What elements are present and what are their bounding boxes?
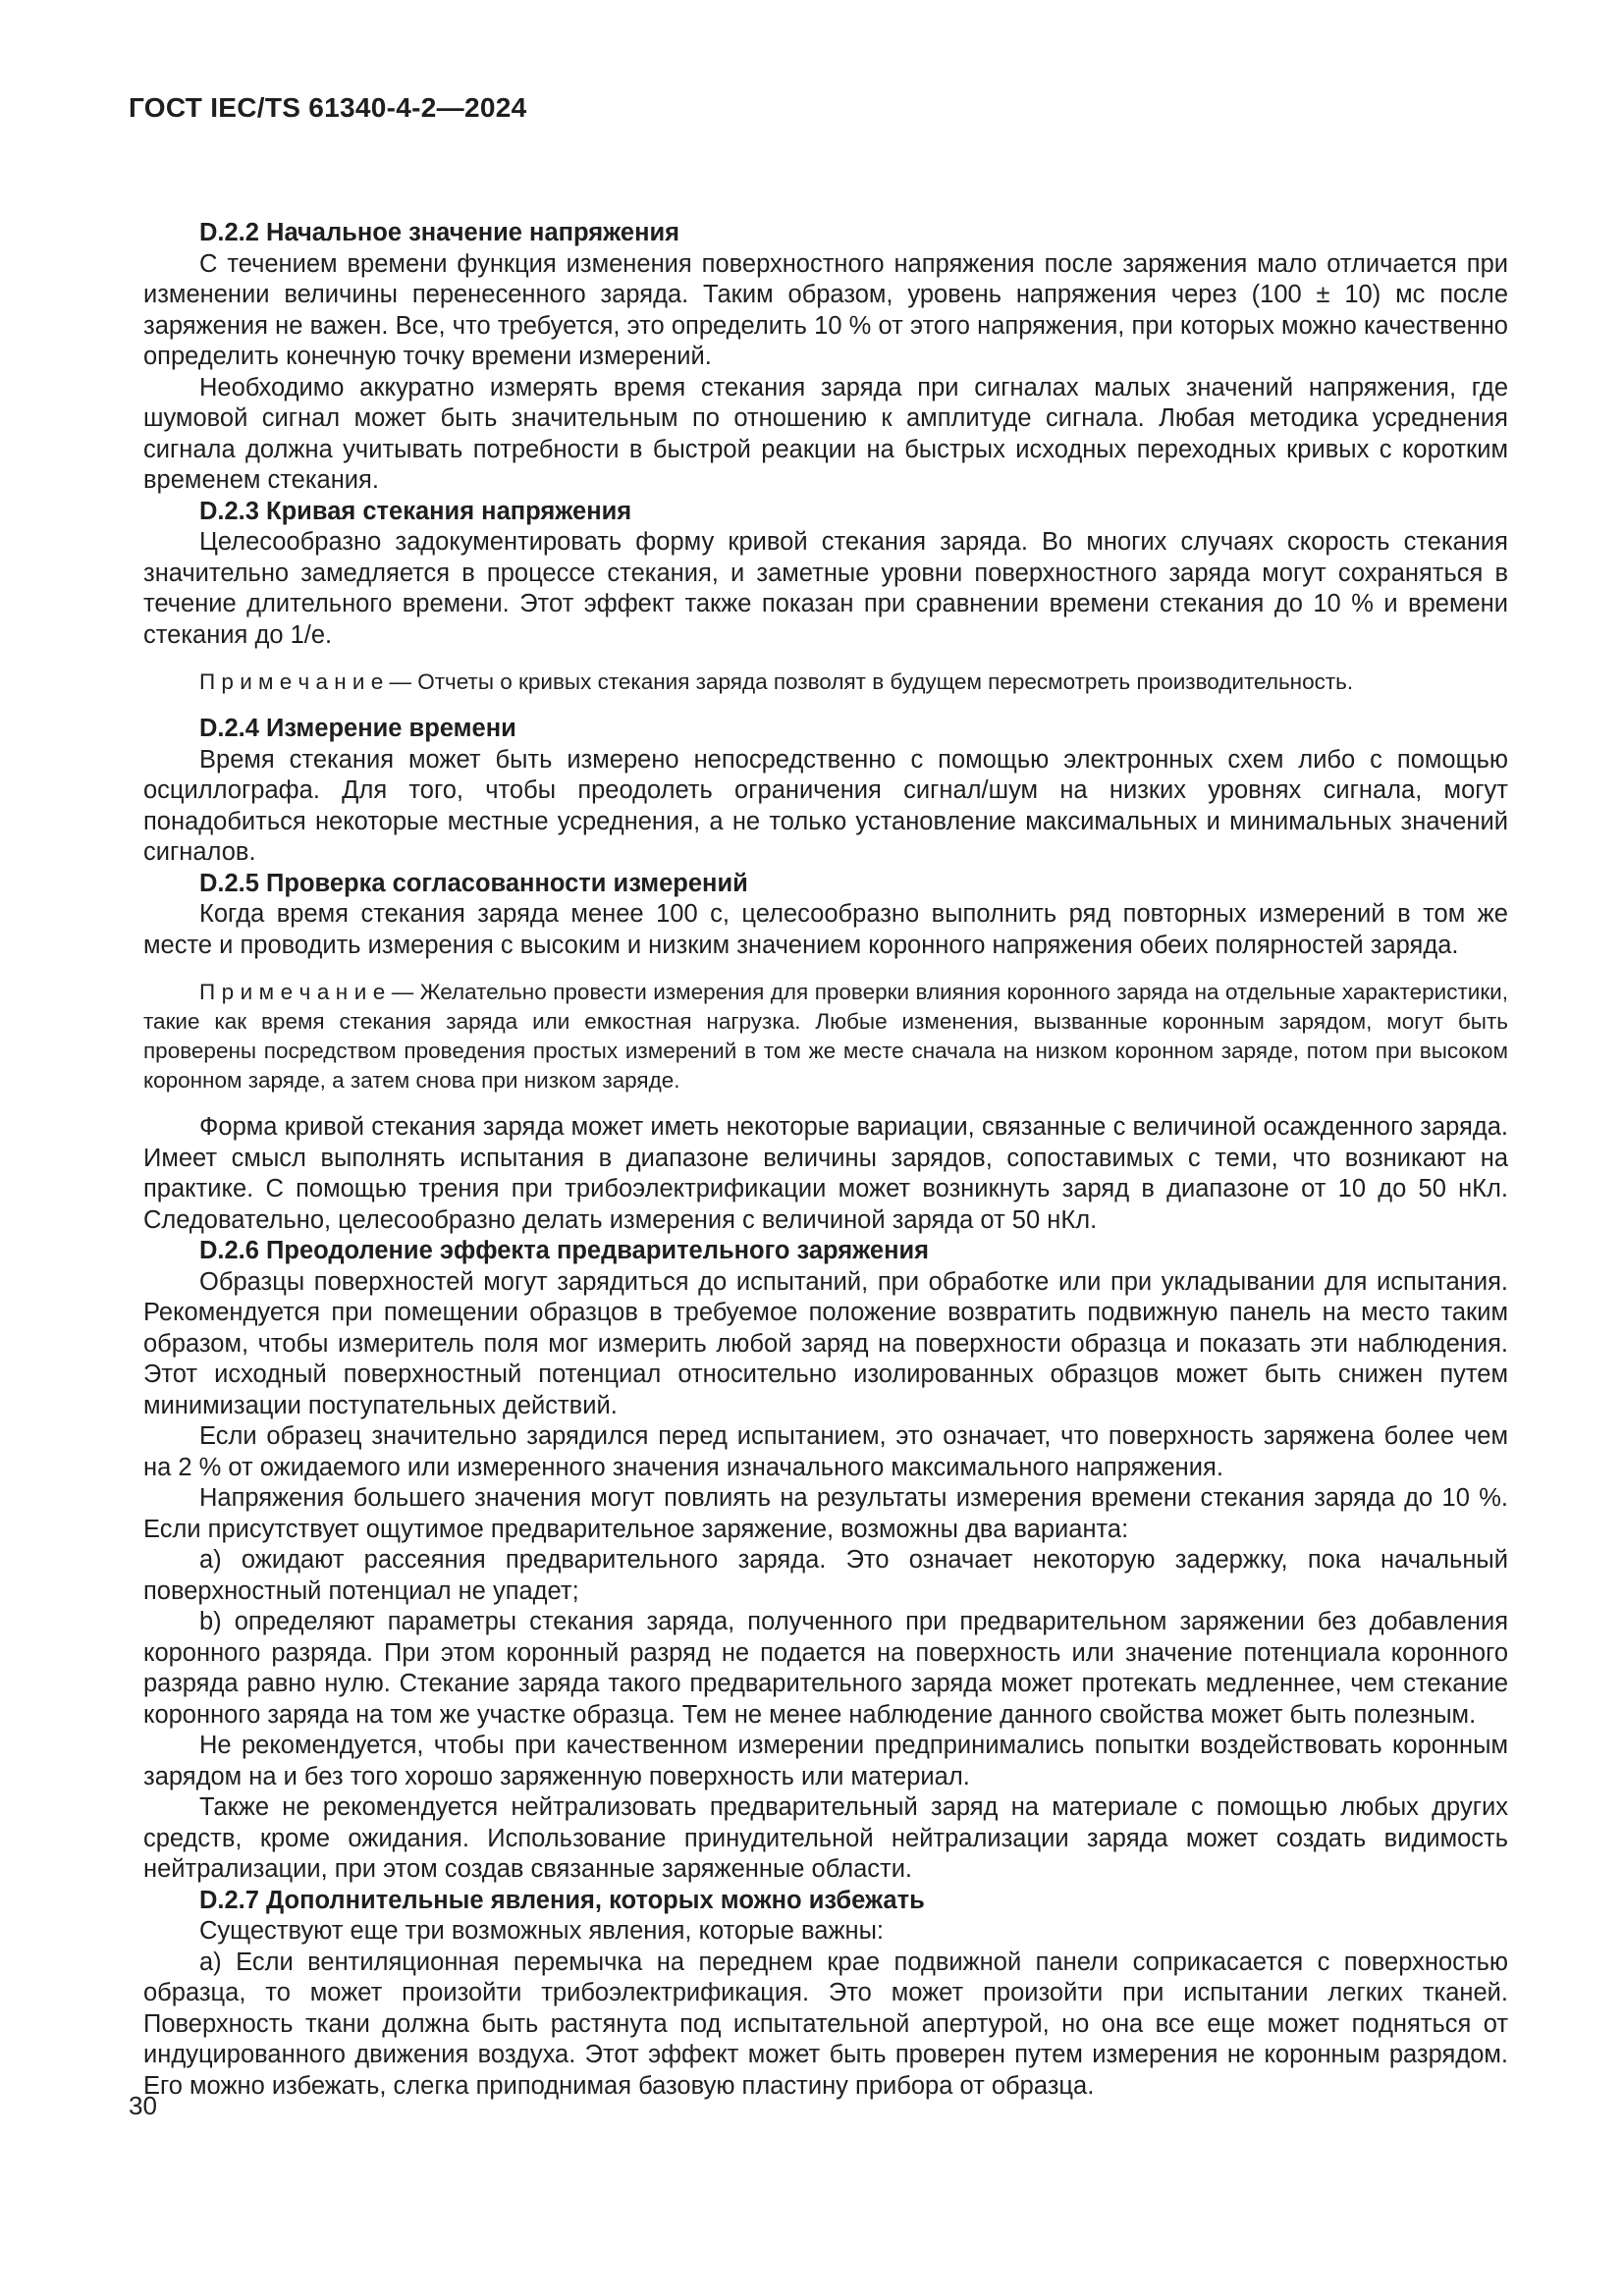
section-heading: D.2.5 Проверка согласованности измерений — [199, 869, 748, 897]
note-paragraph: П р и м е ч а н и е — Желательно провести измерения для проверки влияния коронного заряда на отдельные характеристики, такие как время стекания заряда или емкостная нагрузка. Любые изменения, вызванные коронным зарядом, могут быть проверены посредством проведения простых измерений в том же месте сначала на низком коронном заряде, потом при высоком коронном заряде, а затем снова при низком заряде. — [143, 980, 1508, 1093]
section-heading: D.2.7 Дополнительные явления, которых можно избежать — [199, 1886, 925, 1914]
body-paragraph: Существуют еще три возможных явления, которые важны: — [199, 1917, 884, 1945]
body-paragraph: Не рекомендуется, чтобы при качественном измерении предпринимались попытки воздействовать коронным зарядом на и без того хорошо заряженную поверхность или материал. — [143, 1732, 1508, 1790]
body-paragraph: Также не рекомендуется нейтрализовать предварительный заряд на материале с помощью любых других средств, кроме ожидания. Использование принудительной нейтрализации заряда может создать видимость нейтрализации, при этом создав связанные заряженные области. — [143, 1793, 1508, 1883]
body-paragraph: Целесообразно задокументировать форму кривой стекания заряда. Во многих случаях скорость стекания значительно замедляется в процессе стекания, и заметные уровни поверхностного заряда могут сохраняться в течение длительного времени. Этот эффект также показан при сравнении времени стекания до 10 % и времени стекания до 1/е. — [143, 528, 1508, 649]
body-paragraph: Форма кривой стекания заряда может иметь некоторые вариации, связанные с величиной осажденного заряда. Имеет смысл выполнять испытания в диапазоне величины зарядов, сопоставимых с теми, что возникают на практике. С помощью трения при трибоэлектрификации может возникнуть заряд в диапазоне от 10 до 50 нКл. Следовательно, целесообразно делать измерения с величиной заряда от 50 нКл. — [143, 1113, 1508, 1234]
section-heading: D.2.6 Преодоление эффекта предварительного заряжения — [199, 1237, 930, 1264]
section-heading: D.2.3 Кривая стекания напряжения — [199, 497, 632, 525]
body-paragraph: Если образец значительно зарядился перед испытанием, это означает, что поверхность заряжена более чем на 2 % от ожидаемого или измеренного значения изначального максимального напряжения. — [143, 1422, 1508, 1481]
body-paragraph: Когда время стекания заряда менее 100 с, целесообразно выполнить ряд повторных измерений в том же месте и проводить измерения с высоким и низким значением коронного напряжения обеих полярностей заряда. — [143, 900, 1508, 959]
note-paragraph: П р и м е ч а н и е — Отчеты о кривых стекания заряда позволят в будущем пересмотреть производительность. — [199, 669, 1354, 694]
body-paragraph: С течением времени функция изменения поверхностного напряжения после заряжения мало отличается при изменении величины перенесенного заряда. Таким образом, уровень напряжения через (100 ± 10) мс после заряжения не важен. Все, что требуется, это определить 10 % от этого напряжения, при которых можно качественно определить конечную точку времени измерений. — [143, 249, 1508, 370]
body-paragraph: Напряжения большего значения могут повлиять на результаты измерения времени стекания заряда до 10 %. Если присутствует ощутимое предварительное заряжение, возможны два варианта: — [143, 1484, 1508, 1543]
section-heading: D.2.4 Измерение времени — [199, 715, 516, 742]
section-heading: D.2.2 Начальное значение напряжения — [199, 219, 680, 246]
body-paragraph: Время стекания может быть измерено непосредственно с помощью электронных схем либо с помощью осциллографа. Для того, чтобы преодолеть ограничения сигнал/шум на низких уровнях сигнала, могут понадобиться некоторые местные усреднения, а не только установление максимальных и минимальных значений сигналов. — [143, 745, 1508, 866]
list-item: a) Если вентиляционная перемычка на переднем крае подвижной панели соприкасается с поверхностью образца, то может произойти трибоэлектрификация. Это может произойти при испытании легких тканей. Поверхность ткани должна быть растянута под испытательной апертурой, но она все еще может подняться от индуцированного движения воздуха. Этот эффект может быть проверен путем измерения не коронным разрядом. Его можно избежать, слегка приподнимая базовую пластину прибора от образца. — [143, 1948, 1508, 2100]
list-item: a) ожидают рассеяния предварительного заряда. Это означает некоторую задержку, пока начальный поверхностный потенциал не упадет; — [143, 1546, 1508, 1605]
document-header-title: ГОСТ IEC/TS 61340-4-2—2024 — [129, 92, 527, 123]
body-paragraph: Необходимо аккуратно измерять время стекания заряда при сигналах малых значений напряжения, где шумовой сигнал может быть значительным по отношению к амплитуде сигнала. Любая методика усреднения сигнала должна учитывать потребности в быстрой реакции на быстрых исходных переходных кривых с коротким временем стекания. — [143, 373, 1508, 494]
page-number: 30 — [129, 2091, 157, 2120]
body-paragraph: Образцы поверхностей могут зарядиться до испытаний, при обработке или при укладывании для испытания. Рекомендуется при помещении образцов в требуемое положение возвратить подвижную панель на место таким образом, чтобы измеритель поля мог измерить любой заряд на поверхности образца и показать эти наблюдения. Этот исходный поверхностный потенциал относительно изолированных образцов может быть снижен путем минимизации поступательных действий. — [143, 1267, 1508, 1419]
list-item: b) определяют параметры стекания заряда, полученного при предварительном заряжении без добавления коронного разряда. При этом коронный разряд не подается на поверхность или значение потенциала коронного разряда равно нулю. Стекание заряда такого предварительного заряда может протекать медленнее, чем стекание коронного заряда на том же участке образца. Тем не менее наблюдение данного свойства может быть полезным. — [143, 1608, 1508, 1729]
document-body — [143, 218, 1508, 2102]
